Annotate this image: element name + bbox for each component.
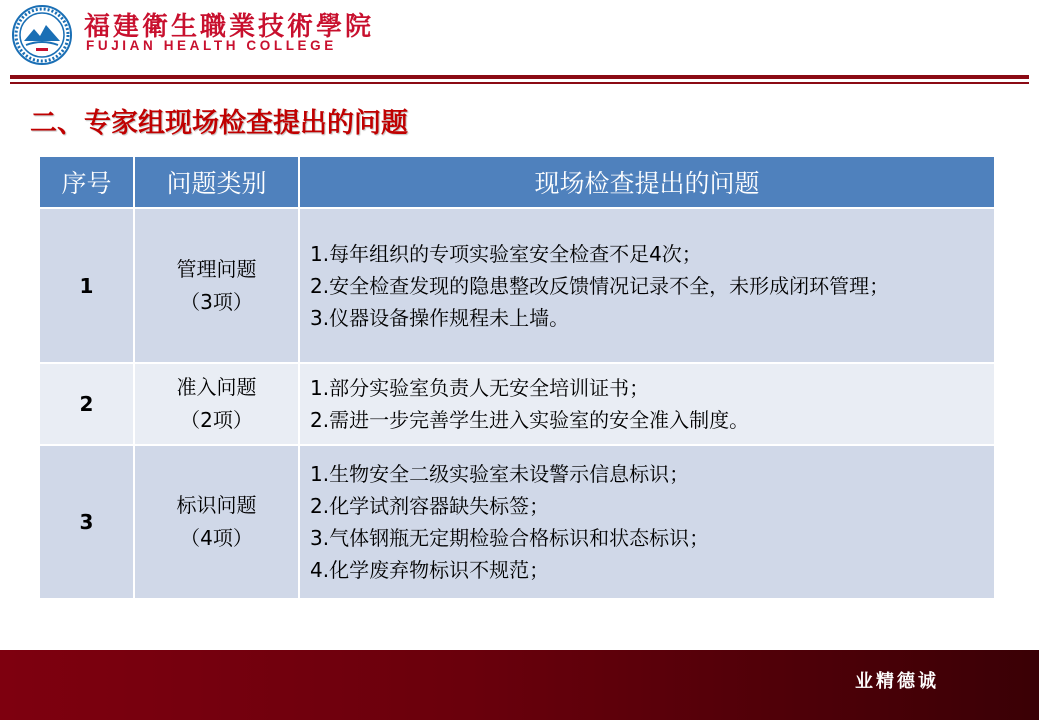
header-divider-thin (10, 82, 1029, 84)
issue-item: 2.安全检查发现的隐患整改反馈情况记录不全，未形成闭环管理； (310, 273, 890, 298)
header-cell-category: 问题类别 (134, 156, 299, 208)
header-cell-number: 序号 (39, 156, 134, 208)
row-category (134, 445, 299, 599)
issue-item: 2.需进一步完善学生进入实验室的安全准入制度。 (310, 408, 750, 432)
row-category (134, 363, 299, 445)
header-cell-issues: 现场检查提出的问题 (299, 156, 995, 208)
category-count: （3项） (180, 289, 253, 314)
header-divider-thick (10, 75, 1029, 79)
section-title: 二、专家组现场检查提出的问题 (30, 108, 408, 139)
issue-item: 3.气体钢瓶无定期检验合格标识和状态标识； (310, 526, 710, 550)
issue-item: 4.化学废弃物标识不规范； (310, 558, 550, 582)
college-motto: 业精德诚 (855, 671, 939, 692)
row-number: 3 (39, 445, 134, 599)
row-issues (299, 363, 995, 445)
table-row (39, 208, 995, 363)
issue-item: 1.生物安全二级实验室未设警示信息标识； (310, 462, 690, 486)
issues-table (38, 155, 996, 600)
row-issues (299, 445, 995, 599)
issue-item: 1.每年组织的专项实验室安全检查不足4次； (310, 241, 702, 266)
row-category (134, 208, 299, 363)
issue-item: 1.部分实验室负责人无安全培训证书； (310, 376, 650, 400)
table-header-row (39, 156, 995, 208)
category-count: （4项） (180, 526, 253, 550)
college-name-cn: 福建衛生職業技術學院 (84, 12, 375, 42)
row-number: 2 (39, 363, 134, 445)
category-label: 标识问题 (176, 493, 257, 517)
row-issues (299, 208, 995, 363)
row-number: 1 (39, 208, 134, 363)
table-row (39, 445, 995, 599)
category-count: （2项） (180, 408, 253, 432)
category-label: 管理问题 (176, 256, 257, 281)
slide-footer (0, 650, 1039, 720)
issue-item: 2.化学试剂容器缺失标签； (310, 494, 550, 518)
college-name-en: FUJIAN HEALTH COLLEGE (86, 38, 337, 53)
slide-header (0, 0, 1039, 70)
table-row (39, 363, 995, 445)
category-label: 准入问题 (176, 375, 257, 399)
issue-item: 3.仪器设备操作规程未上墙。 (310, 305, 570, 330)
college-seal-logo (12, 5, 72, 65)
